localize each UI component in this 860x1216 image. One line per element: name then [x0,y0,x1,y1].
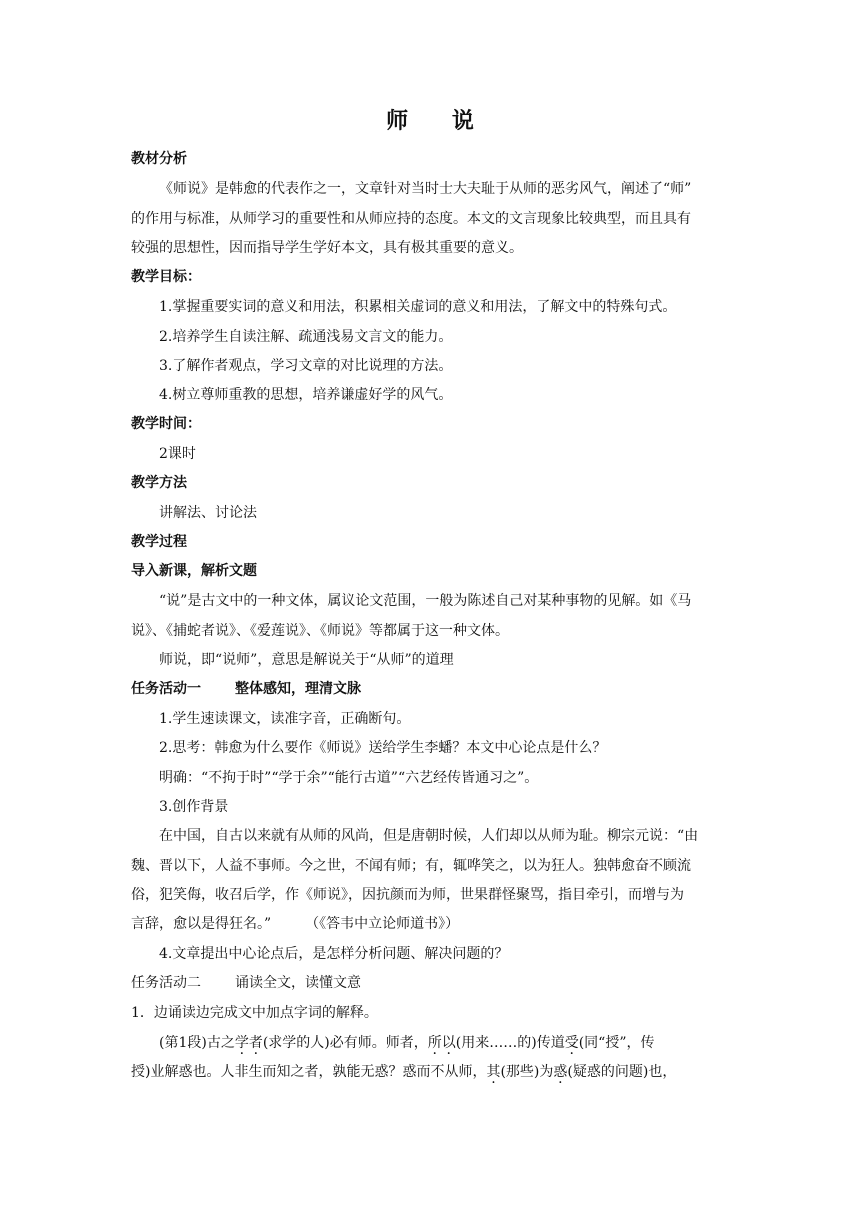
background-paragraph-line: 魏、晋以下，人益不事师。今之世，不闻有师；有，辄哗笑之，以为狂人。独韩愈奋不顾流 [131,858,691,874]
annotated-text-line [159,1033,759,1053]
task2-item: 1．边诵读边完成文中加点字词的解释。 [131,1005,378,1021]
annotated-text: (那些)为 [500,1064,554,1080]
annotated-text-line [131,1062,731,1082]
time-heading: 教学时间： [131,416,201,432]
annotated-text: (求学的人)必有师。师者， [262,1035,428,1051]
process-heading: 教学过程 [131,534,187,550]
task1-item: 明确：“不拘于时”“学于余”“能行古道”“六艺经传皆通习之”。 [159,770,539,786]
goal-item: 3.了解作者观点，学习文章的对比说理的方法。 [159,358,453,374]
task1-heading [131,679,731,699]
background-paragraph-line: 在中国，自古以来就有从师的风尚，但是唐朝时候，人们却以从师为耻。柳宗元说：“由 [159,828,699,844]
task1-item: 1.学生速读课文，读准字音，正确断句。 [159,711,411,727]
material-paragraph-line: 的作用与标准，从师学习的重要性和从师应持的态度。本文的文言现象比较典型，而且具有 [131,211,691,227]
dotted-char: 所 [427,1035,442,1051]
intro-paragraph-line: “说”是古文中的一种文体，属议论文范围，一般为陈述自己对某种事物的见解。如《马 [159,593,692,609]
material-heading: 教材分析 [131,151,187,167]
goals-heading: 教学目标： [131,269,201,285]
task1-item: 2.思考：韩愈为什么要作《师说》送给学生李蟠？本文中心论点是什么？ [159,740,607,756]
method-heading: 教学方法 [131,475,187,491]
intro-heading: 导入新课，解析文题 [131,563,257,579]
dotted-char: 惑 [553,1064,568,1080]
task1-item: 3.创作背景 [159,799,229,815]
intro-paragraph-line: 说》、《捕蛇者说》、《爱莲说》、《师说》等都属于这一种文体。 [131,623,509,639]
annotated-text: (疑惑的问题)也， [567,1064,677,1080]
task1-title: 整体感知，理清文脉 [235,681,361,697]
goal-item: 4.树立尊师重教的思想，培养谦虚好学的风气。 [159,387,453,403]
method-value: 讲解法、讨论法 [159,505,257,521]
intro-paragraph-line: 师说，即“说师”，意思是解说关于“从师”的道理 [159,652,454,668]
material-paragraph-line: 较强的思想性，因而指导学生学好本文，具有极其重要的意义。 [131,240,523,256]
page-title: 师 说 [386,108,492,134]
task2-label: 任务活动二 [131,975,201,991]
background-source: （《答韦中立论师道书》） [305,916,460,932]
background-quote-end: 言辞，愈以是得狂名。” [131,916,272,932]
task2-title: 诵读全文，读懂文意 [235,975,361,991]
background-paragraph-line [131,914,731,934]
time-value: 2课时 [159,446,196,462]
annotated-text: (同“授”，传 [578,1035,655,1051]
material-paragraph-line: 《师说》是韩愈的代表作之一，文章针对当时士大夫耻于从师的恶劣风气，阐述了“师” [159,181,692,197]
annotated-text: (用来……的)传道 [455,1035,565,1051]
goal-item: 1.掌握重要实词的意义和用法，积累相关虚词的意义和用法，了解文中的特殊句式。 [159,299,677,315]
dotted-char: 受 [564,1035,579,1051]
annotated-text: 授)业解惑也。人非生而知之者，孰能无惑？惑而不从师， [131,1064,487,1080]
background-paragraph-line: 俗，犯笑侮，收召后学，作《师说》，因抗颜而为师，世果群怪聚骂，指目牵引，而增与为 [131,887,684,903]
task1-label: 任务活动一 [131,681,201,697]
task1-item: 4.文章提出中心论点后，是怎样分析问题、解决问题的？ [159,946,509,962]
task2-heading [131,973,731,993]
dotted-char: 者 [248,1035,263,1051]
dotted-char: 以 [441,1035,456,1051]
annotated-text: (第1段)古之 [159,1035,235,1051]
goal-item: 2.培养学生自读注解、疏通浅易文言文的能力。 [159,329,453,345]
dotted-char: 其 [486,1064,501,1080]
dotted-char: 学 [234,1035,249,1051]
